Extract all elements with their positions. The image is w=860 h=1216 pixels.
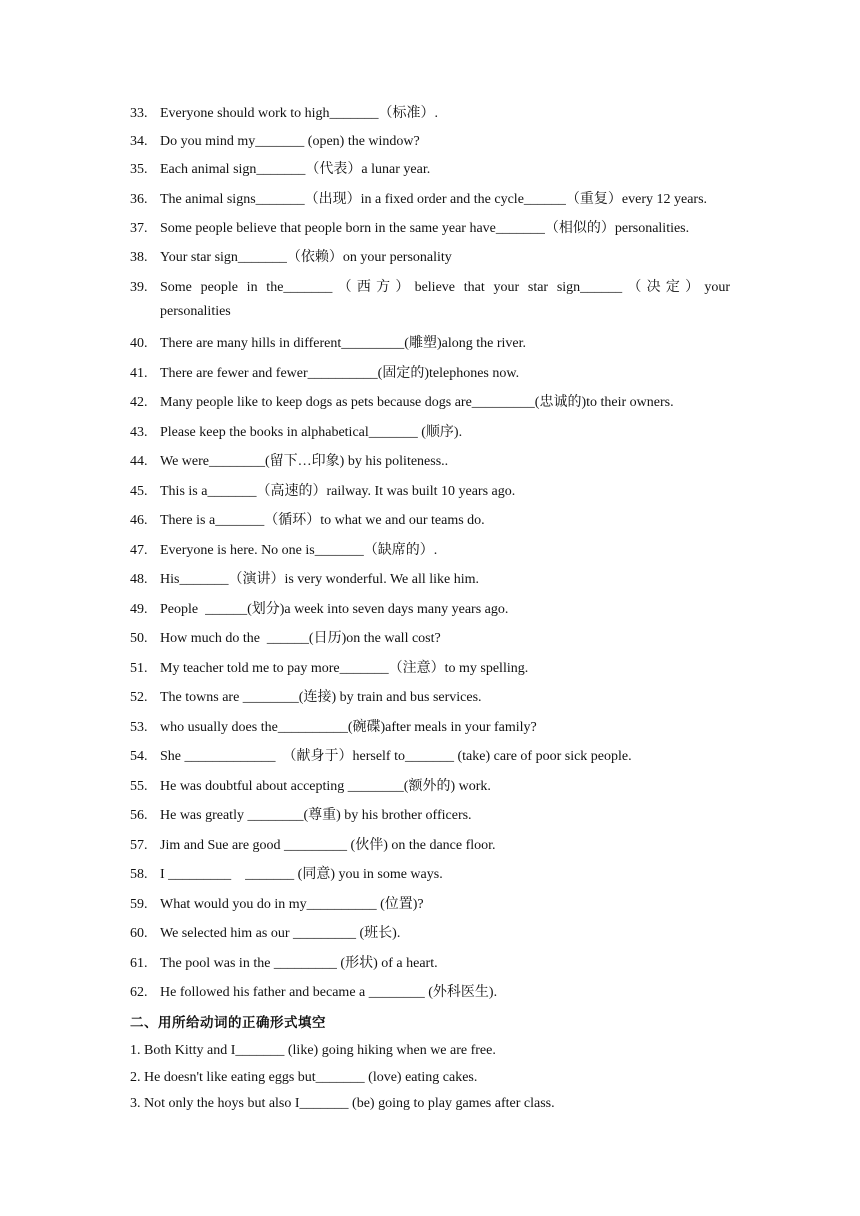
question-list (130, 102, 730, 1011)
question-text-continued: personalities (160, 304, 231, 319)
question-number: 33. (130, 106, 148, 121)
question-number: 61. (130, 955, 148, 971)
question-item (130, 863, 730, 893)
question-text: He followed his father and became a ________ (外科医生). (160, 985, 498, 1000)
question-number: 49. (130, 601, 148, 617)
question-text: Your star sign_______（依赖）on your personality (160, 250, 452, 265)
question-item (130, 188, 730, 217)
question-text: His_______（演讲）is very wonderful. We all like him. (160, 572, 480, 587)
question-text: Do you mind my_______ (open) the window? (160, 134, 420, 149)
question-text: I _________ _______ (同意) you in some ways. (160, 867, 443, 882)
question-item (130, 391, 730, 421)
question-number: 46. (130, 513, 148, 528)
question-item (130, 568, 730, 598)
question-item (130, 745, 730, 775)
question-item (130, 332, 730, 362)
fill-item: 2. He doesn't like eating eggs but_______ (love) eating cakes. (130, 1069, 478, 1085)
question-item (130, 158, 730, 188)
section-heading: 二、用所给动词的正确形式填空 (130, 1015, 326, 1031)
question-number: 48. (130, 572, 148, 587)
question-text: This is a_______（高速的）railway. It was built 10 years ago. (160, 483, 516, 499)
question-text: My teacher told me to pay more_______（注意）to my spelling. (160, 660, 529, 676)
question-text: The animal signs_______（出现）in a fixed order and the cycle______（重复）every 12 years. (160, 192, 708, 207)
question-item (130, 246, 730, 276)
question-item (130, 834, 730, 864)
question-number: 45. (130, 483, 148, 499)
question-text: People ______(划分)a week into seven days many years ago. (160, 601, 509, 617)
question-number: 62. (130, 985, 148, 1000)
question-item (130, 716, 730, 746)
question-item (130, 952, 730, 982)
fill-item: 3. Not only the hoys but also I_______ (be) going to play games after class. (130, 1096, 555, 1111)
question-item (130, 627, 730, 657)
question-text: Jim and Sue are good _________ (伙伴) on the dance floor. (160, 837, 496, 853)
question-text: There is a_______（循环）to what we and our teams do. (160, 513, 485, 528)
question-item (130, 276, 730, 332)
question-item (130, 539, 730, 569)
question-number: 51. (130, 660, 148, 676)
question-number: 34. (130, 134, 148, 149)
question-number: 41. (130, 365, 148, 381)
question-text: who usually does the__________(碗碟)after meals in your family? (160, 719, 537, 735)
question-item (130, 922, 730, 952)
question-item (130, 509, 730, 539)
question-item (130, 804, 730, 834)
question-item (130, 450, 730, 480)
question-item (130, 775, 730, 805)
question-text: How much do the ______(日历)on the wall cost? (160, 631, 441, 646)
question-number: 39. (130, 280, 148, 295)
question-text: The pool was in the _________ (形状) of a heart. (160, 955, 438, 971)
question-text: There are many hills in different_________(雕塑)along the river. (160, 336, 526, 351)
question-text: Some people in the_______（西方）believe that your star sign______（决定）your (160, 280, 730, 295)
question-number: 40. (130, 336, 148, 351)
question-number: 36. (130, 192, 148, 207)
question-item (130, 362, 730, 392)
question-text: What would you do in my__________ (位置)? (160, 896, 424, 912)
question-number: 47. (130, 542, 148, 558)
question-text: We selected him as our _________ (班长). (160, 926, 401, 941)
question-text: Everyone should work to high_______（标准）. (160, 106, 439, 121)
question-number: 58. (130, 867, 148, 882)
question-item (130, 598, 730, 628)
question-text: Some people believe that people born in the same year have_______（相似的）personalities. (160, 221, 690, 236)
question-number: 35. (130, 162, 148, 177)
question-text: Many people like to keep dogs as pets because dogs are_________(忠诚的)to their owners. (160, 395, 674, 410)
question-text: He was doubtful about accepting ________(额外的) work. (160, 778, 491, 794)
question-item (130, 893, 730, 923)
question-text: We were________(留下…印象) by his politeness.. (160, 454, 449, 469)
question-text: Each animal sign_______（代表）a lunar year. (160, 162, 431, 177)
question-item (130, 657, 730, 687)
question-number: 42. (130, 395, 148, 410)
question-text: Everyone is here. No one is_______（缺席的）. (160, 542, 438, 558)
question-text: Please keep the books in alphabetical_______ (顺序). (160, 424, 463, 440)
question-text: There are fewer and fewer__________(固定的)telephones now. (160, 365, 520, 381)
question-number: 56. (130, 808, 148, 823)
question-item (130, 217, 730, 246)
fill-item: 1. Both Kitty and I_______ (like) going hiking when we are free. (130, 1043, 496, 1058)
question-number: 57. (130, 837, 148, 853)
question-number: 44. (130, 454, 148, 469)
question-item (130, 981, 730, 1011)
question-number: 50. (130, 631, 148, 646)
question-number: 43. (130, 424, 148, 440)
question-item (130, 686, 730, 716)
question-number: 37. (130, 221, 148, 236)
verb-form-list (130, 1039, 730, 1119)
question-item (130, 480, 730, 510)
question-item (130, 102, 730, 130)
question-number: 52. (130, 690, 148, 705)
question-number: 55. (130, 778, 148, 794)
question-item (130, 421, 730, 451)
question-item (130, 130, 730, 158)
question-number: 59. (130, 896, 148, 912)
question-number: 60. (130, 926, 148, 941)
question-number: 38. (130, 250, 148, 265)
question-text: The towns are ________(连接) by train and bus services. (160, 690, 482, 705)
question-number: 54. (130, 749, 148, 764)
question-text: He was greatly ________(尊重) by his brother officers. (160, 808, 472, 823)
question-number: 53. (130, 719, 148, 735)
question-text: She _____________ （献身于）herself to_______ (take) care of poor sick people. (160, 749, 632, 764)
